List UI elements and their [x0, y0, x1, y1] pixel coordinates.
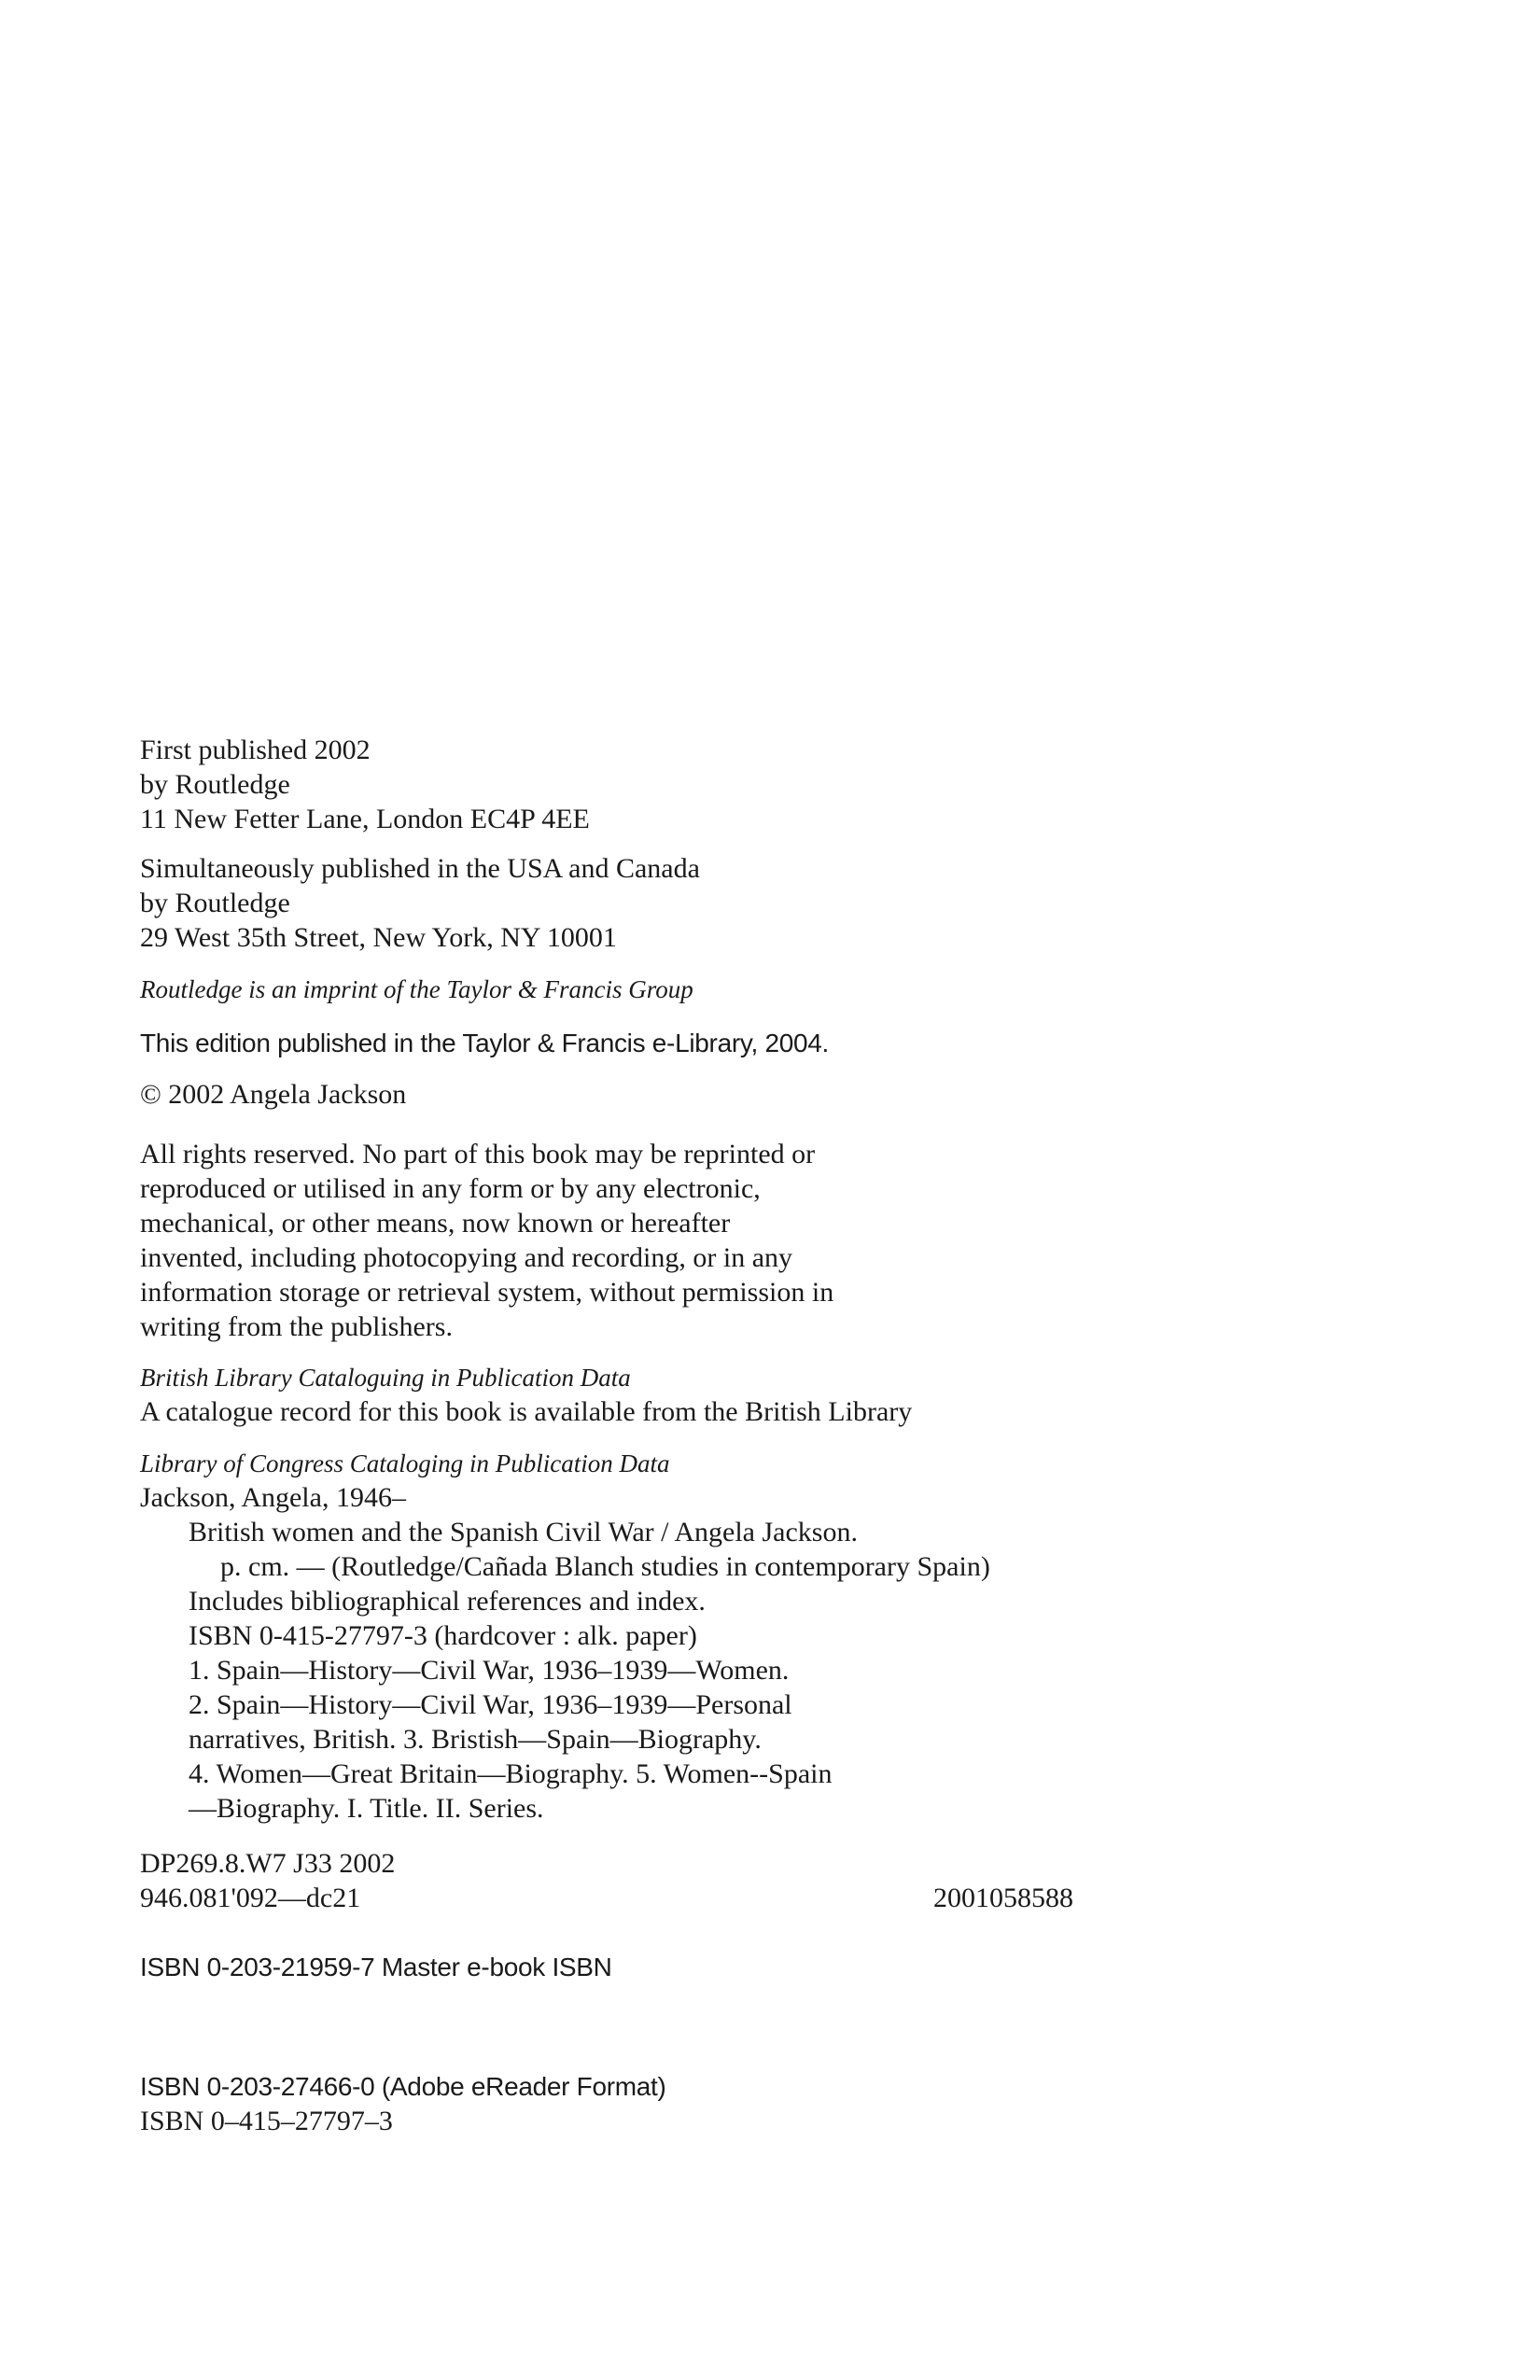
- copyright-line: [140, 1077, 1092, 1112]
- master-isbn-line: [140, 1951, 1092, 1984]
- loc-physical: p. cm. — (Routledge/Cañada Blanch studies in contemporary Spain): [220, 1551, 990, 1582]
- loc-detail: 1. Spain—History—Civil War, 1936–1939—Women.: [189, 1655, 790, 1686]
- edition-text: This edition published in the Taylor & Francis e-Library, 2004.: [140, 1029, 830, 1057]
- loc-heading: Library of Congress Cataloging in Publication Data: [140, 1449, 670, 1477]
- british-library-heading: British Library Cataloguing in Publication Data: [140, 1364, 631, 1392]
- rights-line: information storage or retrieval system, without permission in: [140, 1277, 834, 1308]
- publisher-line: by Routledge: [140, 769, 290, 800]
- adobe-isbn: ISBN 0-203-27466-0 (Adobe eReader Format): [140, 2072, 666, 2101]
- imprint-line: [140, 973, 1092, 1006]
- us-publisher-line: Simultaneously published in the USA and Canada: [140, 853, 700, 884]
- loc-author: Jackson, Angela, 1946–: [140, 1482, 406, 1513]
- lc-call-number: DP269.8.W7 J33 2002: [140, 1848, 396, 1879]
- british-library-block: [140, 1361, 1092, 1429]
- us-publisher-line: by Routledge: [140, 888, 290, 918]
- rights-line: mechanical, or other means, now known or hereafter: [140, 1208, 731, 1239]
- print-isbn: ISBN 0–415–27797–3: [140, 2106, 393, 2136]
- loc-detail: 2. Spain—History—Civil War, 1936–1939—Personal: [189, 1689, 792, 1720]
- rights-line: reproduced or utilised in any form or by any electronic,: [140, 1173, 761, 1204]
- rights-block: [140, 1137, 1092, 1344]
- library-of-congress-block: [140, 1447, 1092, 1826]
- isbn-block: [140, 2070, 1092, 2138]
- us-publisher-block: [140, 851, 1092, 955]
- lccn-number: 2001058588: [933, 1883, 1073, 1913]
- master-isbn: ISBN 0-203-21959-7 Master e-book ISBN: [140, 1953, 612, 1981]
- loc-detail: —Biography. I. Title. II. Series.: [189, 1793, 544, 1824]
- loc-detail: narratives, British. 3. Bristish—Spain—Biography.: [189, 1724, 762, 1755]
- rights-line: writing from the publishers.: [140, 1311, 453, 1342]
- publisher-line: 11 New Fetter Lane, London EC4P 4EE: [140, 804, 590, 834]
- edition-line: [140, 1027, 1092, 1060]
- rights-line: invented, including photocopying and recording, or in any: [140, 1242, 793, 1273]
- loc-detail: Includes bibliographical references and index.: [189, 1586, 706, 1617]
- loc-detail: 4. Women—Great Britain—Biography. 5. Women--Spain: [189, 1758, 833, 1789]
- rights-line: All rights reserved. No part of this book may be reprinted or: [140, 1139, 816, 1169]
- publisher-block: [140, 733, 1092, 836]
- publisher-line: First published 2002: [140, 735, 371, 765]
- dewey-row: [140, 1881, 1092, 1915]
- imprint-text: Routledge is an imprint of the Taylor & Francis Group: [140, 975, 693, 1003]
- classification-block: [140, 1846, 1092, 1915]
- us-publisher-line: 29 West 35th Street, New York, NY 10001: [140, 922, 617, 953]
- loc-title: British women and the Spanish Civil War / Angela Jackson.: [189, 1517, 858, 1547]
- loc-detail: ISBN 0-415-27797-3 (hardcover : alk. paper): [189, 1620, 697, 1651]
- british-library-text: A catalogue record for this book is available from the British Library: [140, 1396, 913, 1427]
- copyright-text: © 2002 Angela Jackson: [140, 1079, 407, 1110]
- dewey-number: 946.081'092—dc21: [140, 1883, 361, 1913]
